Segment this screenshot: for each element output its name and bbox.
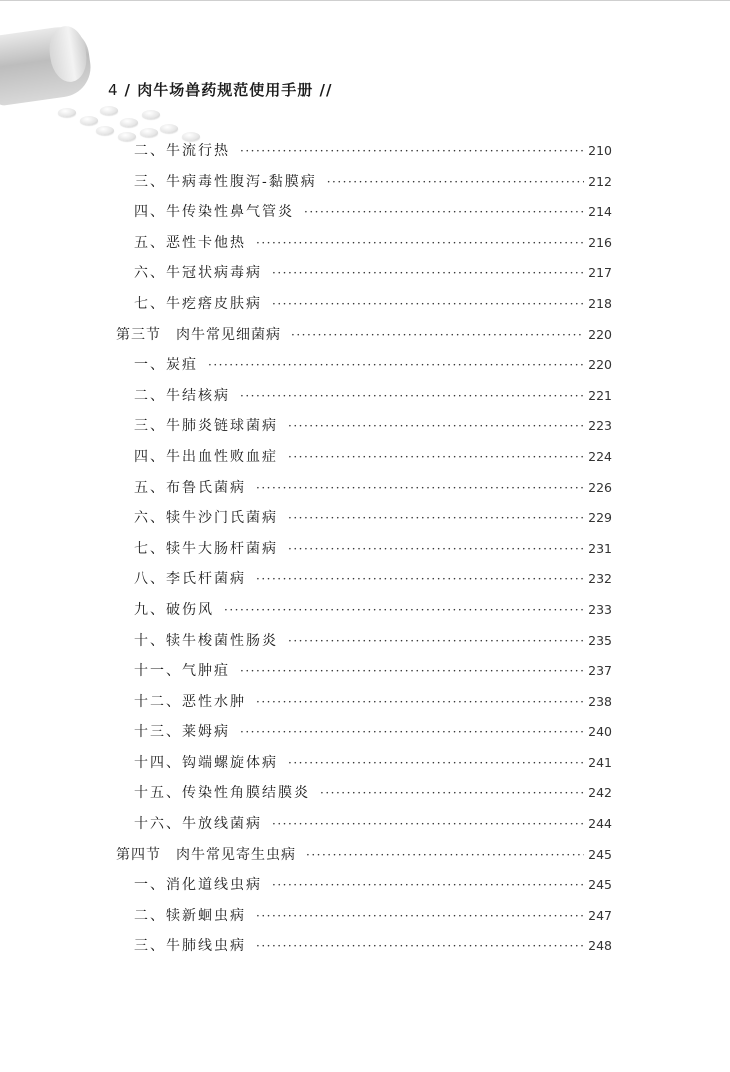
dot-leader xyxy=(272,878,584,892)
dot-leader xyxy=(288,542,584,556)
toc-entry-title: 十四、钩端螺旋体病 xyxy=(134,754,278,771)
toc-entry-title: 八、李氏杆菌病 xyxy=(134,571,246,588)
toc-entry-title: 一、炭疽 xyxy=(134,357,198,374)
dot-leader xyxy=(288,511,584,525)
toc-page-number: 217 xyxy=(588,265,612,281)
dot-leader xyxy=(304,205,584,219)
toc-page-number: 240 xyxy=(588,724,612,740)
toc-entry-title: 十、犊牛梭菌性肠炎 xyxy=(134,632,278,649)
toc-entry-title: 七、牛疙瘩皮肤病 xyxy=(134,295,262,312)
toc-entry-title: 十五、传染性角膜结膜炎 xyxy=(134,785,310,802)
dot-leader xyxy=(272,817,584,831)
toc-page-number: 223 xyxy=(588,418,612,434)
toc-section-heading[interactable] xyxy=(116,324,612,355)
toc-entry[interactable] xyxy=(116,201,612,232)
dot-leader xyxy=(320,786,584,800)
dot-leader xyxy=(288,419,584,433)
pill-icon xyxy=(160,124,178,133)
toc-page-number: 232 xyxy=(588,571,612,587)
pill-icon xyxy=(120,118,138,127)
toc-entry-title: 三、牛病毒性腹泻-黏膜病 xyxy=(134,173,317,190)
dot-leader xyxy=(306,848,584,862)
table-of-contents xyxy=(116,140,612,966)
toc-page-number: 245 xyxy=(588,877,612,893)
book-title: / 肉牛场兽药规范使用手册 // xyxy=(124,81,333,99)
toc-entry-title: 三、牛肺炎链球菌病 xyxy=(134,418,278,435)
toc-page-number: 210 xyxy=(588,143,612,158)
toc-entry[interactable] xyxy=(116,232,612,263)
toc-page-number: 229 xyxy=(588,510,612,526)
toc-entry[interactable] xyxy=(116,721,612,752)
page-number: 4 xyxy=(108,81,119,99)
toc-entry-title: 二、牛结核病 xyxy=(134,387,230,404)
pill-icon xyxy=(96,126,114,135)
toc-page-number: 218 xyxy=(588,295,612,311)
dot-leader xyxy=(240,664,584,678)
dot-leader xyxy=(288,634,584,648)
toc-entry[interactable] xyxy=(116,354,612,385)
dot-leader xyxy=(256,939,584,953)
dot-leader xyxy=(240,389,584,403)
dot-leader xyxy=(256,236,584,250)
dot-leader xyxy=(288,756,584,770)
toc-entry-title: 九、破伤风 xyxy=(134,601,214,618)
toc-entry-title: 二、犊新蛔虫病 xyxy=(134,907,246,924)
toc-entry-title: 四、牛传染性鼻气管炎 xyxy=(134,204,294,221)
pill-icon xyxy=(140,128,158,137)
dot-leader xyxy=(327,175,584,189)
toc-page-number: 220 xyxy=(588,357,612,373)
toc-page-number: 238 xyxy=(588,693,612,709)
toc-page-number: 224 xyxy=(588,448,612,464)
medicine-bottle-image xyxy=(0,0,230,150)
toc-entry[interactable] xyxy=(116,874,612,905)
toc-page-number: 235 xyxy=(588,632,612,648)
toc-entry-title: 十六、牛放线菌病 xyxy=(134,816,262,833)
toc-entry-title: 五、布鲁氏菌病 xyxy=(134,479,246,496)
running-header xyxy=(108,79,332,100)
toc-entry[interactable] xyxy=(116,446,612,477)
pill-icon xyxy=(142,110,160,119)
dot-leader xyxy=(272,297,584,311)
toc-entry[interactable] xyxy=(116,660,612,691)
toc-entry[interactable] xyxy=(116,935,612,966)
toc-entry[interactable] xyxy=(116,905,612,936)
toc-page-number: 220 xyxy=(588,326,612,342)
toc-entry-title: 六、犊牛沙门氏菌病 xyxy=(134,510,278,527)
toc-entry[interactable] xyxy=(116,813,612,844)
toc-entry[interactable] xyxy=(116,171,612,202)
dot-leader xyxy=(288,450,584,464)
toc-entry[interactable] xyxy=(116,630,612,661)
pill-icon xyxy=(58,108,76,117)
toc-entry-title: 十二、恶性水肿 xyxy=(134,693,246,710)
toc-entry[interactable] xyxy=(116,415,612,446)
pill-icon xyxy=(80,116,98,125)
dot-leader xyxy=(256,909,584,923)
dot-leader xyxy=(256,481,584,495)
dot-leader xyxy=(240,725,584,739)
dot-leader xyxy=(224,603,584,617)
toc-entry[interactable] xyxy=(116,293,612,324)
pill-icon xyxy=(100,106,118,115)
toc-entry[interactable] xyxy=(116,538,612,569)
toc-entry-title: 三、牛肺线虫病 xyxy=(134,938,246,955)
toc-entry-title: 十一、气肿疽 xyxy=(134,663,230,680)
toc-entry[interactable] xyxy=(116,507,612,538)
toc-page-number: 247 xyxy=(588,907,612,923)
dot-leader xyxy=(208,358,584,372)
toc-entry-title: 第三节 肉牛常见细菌病 xyxy=(116,326,281,343)
toc-entry-title: 六、牛冠状病毒病 xyxy=(134,265,262,282)
toc-page-number: 241 xyxy=(588,754,612,770)
toc-page-number: 214 xyxy=(588,204,612,220)
toc-entry[interactable] xyxy=(116,752,612,783)
toc-page-number: 212 xyxy=(588,173,612,189)
toc-entry-title: 七、犊牛大肠杆菌病 xyxy=(134,540,278,557)
toc-entry[interactable] xyxy=(116,385,612,416)
toc-entry-title: 第四节 肉牛常见寄生虫病 xyxy=(116,846,296,863)
toc-section-heading[interactable] xyxy=(116,844,612,875)
toc-entry-title: 二、牛流行热 xyxy=(134,143,230,159)
toc-page-number: 248 xyxy=(588,938,612,954)
toc-entry[interactable] xyxy=(116,599,612,630)
dot-leader xyxy=(256,695,584,709)
dot-leader xyxy=(240,144,584,158)
toc-entry[interactable] xyxy=(116,140,612,171)
toc-page-number: 244 xyxy=(588,816,612,832)
toc-entry-title: 四、牛出血性败血症 xyxy=(134,448,278,465)
toc-page-number: 233 xyxy=(588,601,612,617)
toc-page-number: 216 xyxy=(588,234,612,250)
toc-entry[interactable] xyxy=(116,477,612,508)
toc-entry[interactable] xyxy=(116,782,612,813)
toc-entry-title: 五、恶性卡他热 xyxy=(134,234,246,251)
toc-page-number: 231 xyxy=(588,540,612,556)
toc-page-number: 242 xyxy=(588,785,612,801)
toc-entry-title: 一、消化道线虫病 xyxy=(134,877,262,894)
dot-leader xyxy=(291,328,584,342)
toc-page-number: 226 xyxy=(588,479,612,495)
dot-leader xyxy=(272,266,584,280)
toc-entry[interactable] xyxy=(116,691,612,722)
toc-page-number: 237 xyxy=(588,663,612,679)
toc-page-number: 245 xyxy=(588,846,612,862)
toc-entry[interactable] xyxy=(116,568,612,599)
toc-entry-title: 十三、莱姆病 xyxy=(134,724,230,741)
toc-page-number: 221 xyxy=(588,387,612,403)
dot-leader xyxy=(256,572,584,586)
toc-entry[interactable] xyxy=(116,262,612,293)
